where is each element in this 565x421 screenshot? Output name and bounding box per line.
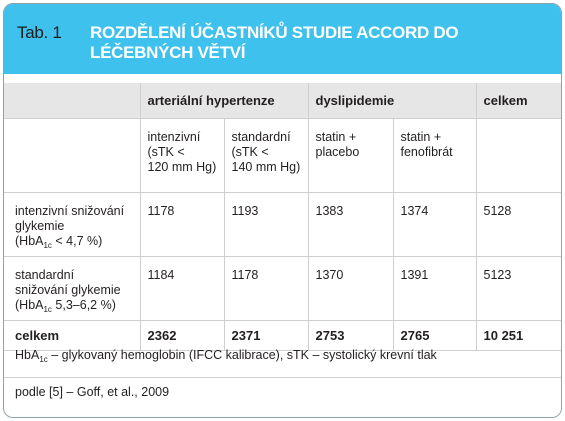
- table-row-intensive: [4, 193, 561, 257]
- total-label: celkem: [4, 321, 140, 351]
- table-title: ROZDĚLENÍ ÚČASTNÍKŮ STUDIE ACCORD DO LÉČEBNÝCH VĚTVÍ: [90, 23, 459, 62]
- cell-value: 1374: [393, 193, 476, 257]
- table-frame: [3, 3, 562, 418]
- total-value: 2753: [308, 321, 393, 351]
- cell-value: 1383: [308, 193, 393, 257]
- hba-suffix: < 4,7 %): [51, 234, 103, 248]
- cell-value: 5128: [476, 193, 561, 257]
- empty-corner-cell: [4, 83, 140, 119]
- footnote-abbr-text: – glykovaný hemoglobin (IFCC kalibrace), sTK – systolický krevní tlak: [47, 348, 437, 362]
- subheader-line: statin +: [400, 130, 442, 144]
- group-header-row: [4, 83, 561, 119]
- row-label-line: glykemie: [15, 219, 65, 233]
- table-row-standard: [4, 257, 561, 321]
- table-number: Tab. 1: [17, 23, 62, 42]
- group-dyslipidemia: dyslipidemie: [308, 83, 476, 119]
- footnote-abbr: HbA: [15, 348, 40, 362]
- footnote-abbr-subscript: 1c: [39, 355, 48, 364]
- allocation-table: [4, 83, 561, 351]
- subheader-line: intenzivní: [147, 130, 201, 144]
- total-value: 2362: [140, 321, 224, 351]
- row-label-hba: [15, 234, 140, 249]
- source-footnote: podle [5] – Goff, et al., 2009: [15, 385, 170, 399]
- hba-subscript: 1c: [43, 241, 52, 250]
- subheader-line: fenofibrát: [400, 145, 453, 159]
- abbreviation-footnote: [4, 342, 561, 378]
- subheader-standard: [224, 119, 308, 193]
- group-hypertension: arteriální hypertenze: [140, 83, 308, 119]
- subheader-line: 140 mm Hg): [231, 160, 301, 174]
- row-label: [4, 193, 140, 257]
- row-label-hba: [15, 298, 140, 313]
- cell-value: 1391: [393, 257, 476, 321]
- cell-value: 1184: [140, 257, 224, 321]
- subheader-line: 120 mm Hg): [147, 160, 217, 174]
- row-label-line: intenzivní snižování: [15, 204, 125, 218]
- total-value: 2371: [224, 321, 308, 351]
- hba-suffix: 5,3–6,2 %): [51, 298, 116, 312]
- empty-subheader-cell: [476, 119, 561, 193]
- row-label-line: standardní: [15, 268, 75, 282]
- hba-subscript: 1c: [43, 305, 52, 314]
- hba-prefix: (HbA: [15, 298, 44, 312]
- subheader-line: (sTK <: [231, 145, 269, 159]
- cell-value: 5123: [476, 257, 561, 321]
- subheader-line: standardní: [231, 130, 291, 144]
- subheader-statin-fenofibrate: [393, 119, 476, 193]
- empty-subheader-cell: [4, 119, 140, 193]
- hba-prefix: (HbA: [15, 234, 44, 248]
- table-header-bar: [4, 4, 561, 74]
- subheader-line: placebo: [315, 145, 360, 159]
- subheader-line: (sTK <: [147, 145, 185, 159]
- subheader-intensive: [140, 119, 224, 193]
- subheader-row: [4, 119, 561, 193]
- total-value: 10 251: [476, 321, 561, 351]
- total-value: 2765: [393, 321, 476, 351]
- cell-value: 1178: [140, 193, 224, 257]
- subheader-statin-placebo: [308, 119, 393, 193]
- row-label-line: snižování glykemie: [15, 283, 121, 297]
- cell-value: 1370: [308, 257, 393, 321]
- row-label: [4, 257, 140, 321]
- group-total: celkem: [476, 83, 561, 119]
- cell-value: 1178: [224, 257, 308, 321]
- subheader-line: statin +: [315, 130, 357, 144]
- cell-value: 1193: [224, 193, 308, 257]
